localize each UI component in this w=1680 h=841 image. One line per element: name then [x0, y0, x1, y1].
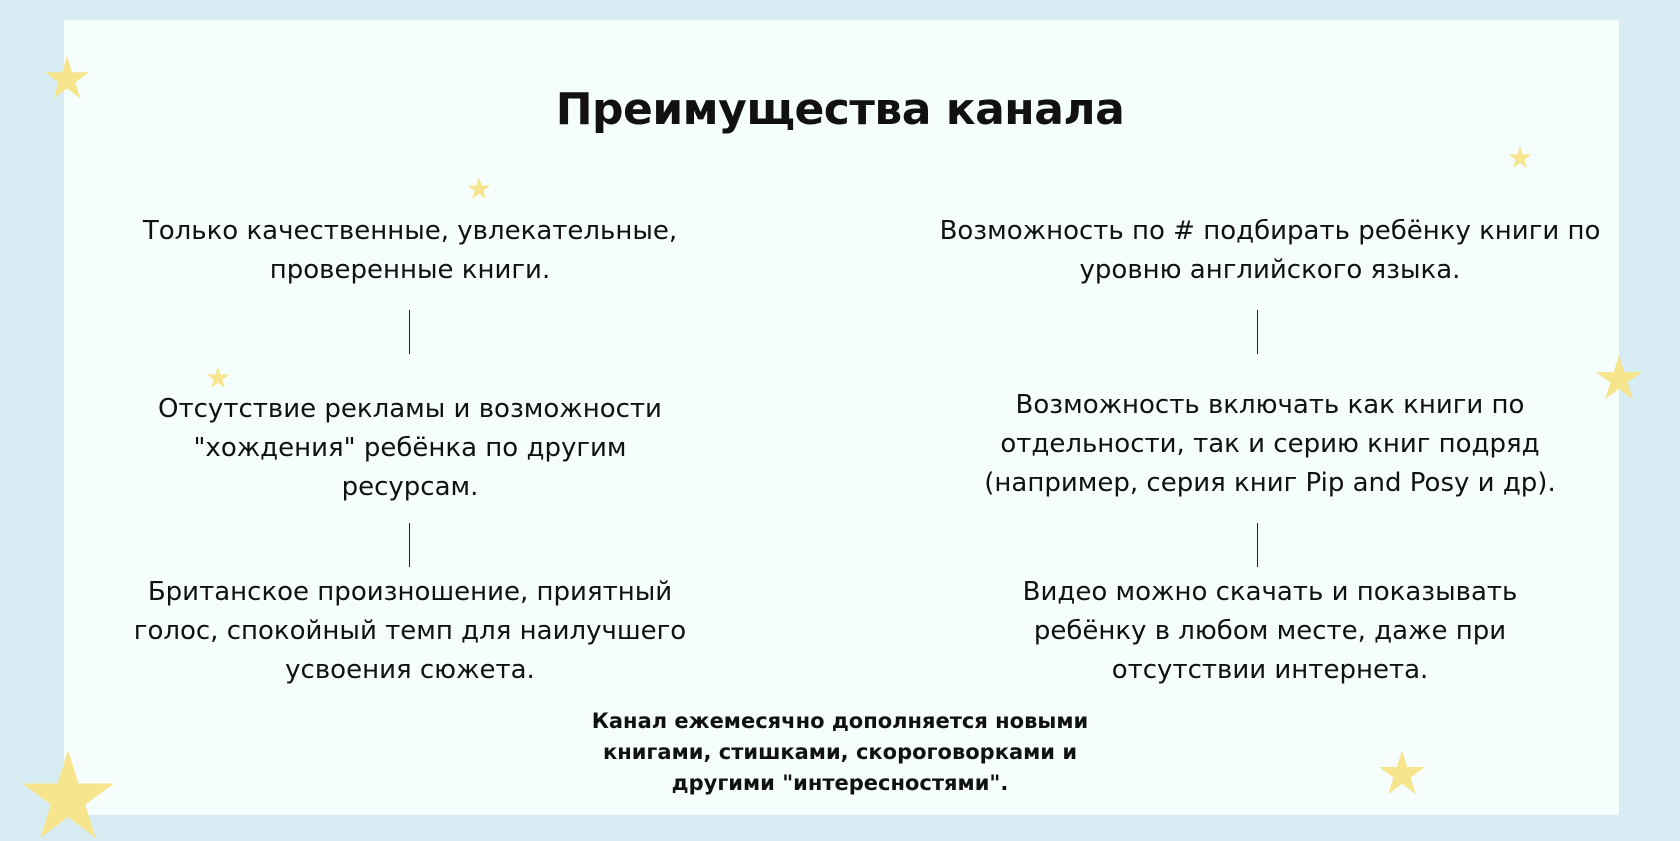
- page-title: Преимущества канала: [555, 84, 1125, 135]
- divider-line: [409, 310, 410, 354]
- advantage-item: Отсутствие рекламы и возможности "хождения" ребёнка по другим ресурсам.: [158, 394, 662, 502]
- advantage-item: Видео можно скачать и показывать ребёнку в любом месте, даже при отсутствии интернета.: [1022, 577, 1518, 685]
- divider-line: [409, 523, 410, 567]
- advantage-item: Только качественные, увлекательные, проверенные книги.: [142, 216, 678, 285]
- divider-line: [1257, 523, 1258, 567]
- advantage-item: Британское произношение, приятный голос, спокойный темп для наилучшего усвоения сюжета.: [133, 577, 687, 685]
- advantage-item: Возможность включать как книги по отдельности, так и серию книг подряд (например, серия книг Pip and Posy и др).: [984, 390, 1556, 498]
- footer-note: Канал ежемесячно дополняется новыми книгами, стишками, скороговорками и другими "интересностями".: [591, 709, 1089, 795]
- divider-line: [1257, 310, 1258, 354]
- advantage-item: Возможность по # подбирать ребёнку книги по уровню английского языка.: [939, 216, 1601, 285]
- star-icon: [20, 750, 116, 841]
